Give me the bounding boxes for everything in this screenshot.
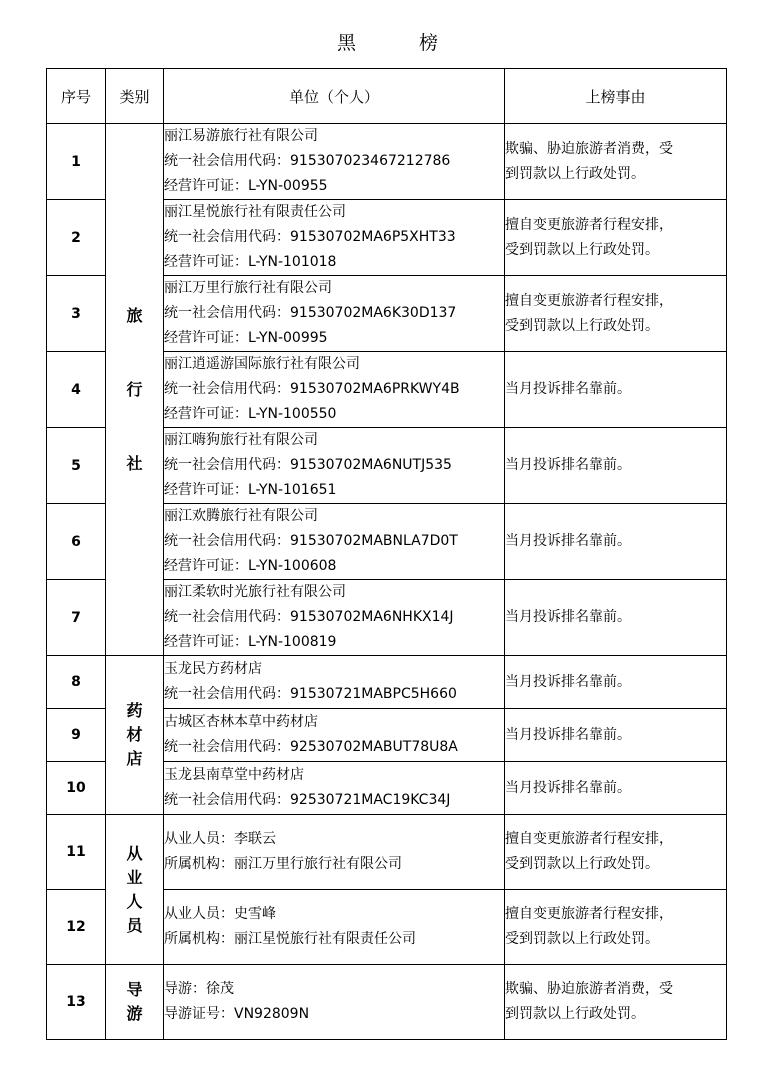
- category-char: 游: [126, 1004, 143, 1023]
- unit-name: 丽江星悦旅行社有限责任公司: [164, 204, 346, 220]
- seq-cell: 8: [47, 656, 106, 709]
- unit-name: 丽江嗨狗旅行社有限公司: [164, 432, 318, 448]
- unit-name: 丽江柔软时光旅行社有限公司: [164, 584, 346, 600]
- category-cell-guide: [106, 965, 164, 1040]
- seq-cell: 4: [47, 352, 106, 428]
- seq-cell: 1: [47, 124, 106, 200]
- practitioner-name: 从业人员：史雪峰: [164, 906, 276, 922]
- header-unit: 单位（个人）: [164, 69, 505, 124]
- seq-cell: 7: [47, 580, 106, 656]
- affiliated-org: 所属机构：丽江星悦旅行社有限责任公司: [164, 931, 416, 947]
- reason-cell: [505, 709, 727, 762]
- credit-code: 统一社会信用代码：91530702MA6K30D137: [164, 305, 457, 321]
- seq-cell: 5: [47, 428, 106, 504]
- unit-cell: [164, 890, 505, 965]
- reason-cell: [505, 352, 727, 428]
- reason-text: 欺骗、胁迫旅游者消费，受: [505, 140, 673, 157]
- blacklist-table: [46, 68, 727, 1040]
- reason-cell: [505, 890, 727, 965]
- category-char: 从: [126, 843, 143, 863]
- credit-code: 统一社会信用代码：91530702MA6NHKX14J: [164, 609, 454, 625]
- unit-cell: [164, 504, 505, 580]
- seq-cell: 11: [47, 815, 106, 890]
- reason-cell: [505, 124, 727, 200]
- guide-license: 导游证号：VN92809N: [164, 1006, 310, 1022]
- reason-cell: [505, 504, 727, 580]
- unit-cell: [164, 124, 505, 200]
- category-char: 行: [126, 379, 143, 399]
- credit-code: 统一社会信用代码：91530721MABPC5H660: [164, 686, 457, 702]
- category-char: 旅: [126, 305, 143, 325]
- reason-cell: [505, 200, 727, 276]
- unit-name: 玉龙民方药材店: [164, 661, 262, 677]
- reason-text: 当月投诉排名靠前。: [505, 726, 631, 743]
- reason-text: 当月投诉排名靠前。: [505, 779, 631, 796]
- reason-text: 受到罚款以上行政处罚。: [505, 856, 659, 872]
- unit-cell: [164, 352, 505, 428]
- unit-name: 玉龙县南草堂中药材店: [164, 767, 304, 783]
- unit-cell: [164, 762, 505, 815]
- reason-text: 当月投诉排名靠前。: [505, 457, 631, 473]
- unit-cell: [164, 815, 505, 890]
- category-char: 导: [126, 980, 143, 999]
- reason-text: 当月投诉排名靠前。: [505, 673, 631, 690]
- unit-name: 古城区杏林本草中药材店: [164, 714, 318, 730]
- category-cell-pharmacy: [106, 656, 164, 815]
- table-row: [47, 124, 727, 200]
- license-number: 经营许可证：L-YN-100608: [164, 558, 337, 574]
- reason-cell: [505, 815, 727, 890]
- seq-cell: 3: [47, 276, 106, 352]
- unit-cell: [164, 428, 505, 504]
- seq-cell: 12: [47, 890, 106, 965]
- affiliated-org: 所属机构：丽江万里行旅行社有限公司: [164, 856, 402, 872]
- seq-cell: 13: [47, 965, 106, 1040]
- credit-code: 统一社会信用代码：92530702MABUT78U8A: [164, 739, 458, 755]
- page-title: 黑 榜: [336, 32, 460, 54]
- reason-text: 擅自变更旅游者行程安排，: [505, 831, 673, 847]
- unit-name: 丽江欢腾旅行社有限公司: [164, 508, 318, 524]
- table-row: [47, 815, 727, 890]
- license-number: 经营许可证：L-YN-100550: [164, 406, 337, 422]
- unit-cell: [164, 276, 505, 352]
- practitioner-name: 从业人员：李联云: [164, 831, 276, 847]
- table-row: [47, 656, 727, 709]
- unit-cell: [164, 965, 505, 1040]
- header-reason: 上榜事由: [505, 69, 727, 124]
- category-char: 员: [126, 915, 143, 935]
- credit-code: 统一社会信用代码：91530702MA6PRKWY4B: [164, 381, 460, 397]
- license-number: 经营许可证：L-YN-100819: [164, 634, 337, 650]
- reason-text: 擅自变更旅游者行程安排，: [505, 292, 673, 309]
- unit-cell: [164, 200, 505, 276]
- license-number: 经营许可证：L-YN-101018: [164, 254, 337, 270]
- reason-cell: [505, 580, 727, 656]
- category-cell-practitioner: [106, 815, 164, 965]
- seq-cell: 9: [47, 709, 106, 762]
- credit-code: 统一社会信用代码：91530702MA6P5XHT33: [164, 229, 456, 245]
- reason-text: 到罚款以上行政处罚。: [505, 165, 645, 182]
- unit-name: 丽江易游旅行社有限公司: [164, 128, 318, 144]
- reason-text: 受到罚款以上行政处罚。: [505, 931, 659, 947]
- table-row: [47, 965, 727, 1040]
- reason-text: 当月投诉排名靠前。: [505, 609, 631, 625]
- unit-cell: [164, 656, 505, 709]
- reason-cell: [505, 965, 727, 1040]
- credit-code: 统一社会信用代码：915307023467212786: [164, 153, 451, 169]
- guide-name: 导游：徐茂: [164, 981, 234, 997]
- header-seq: 序号: [47, 69, 106, 124]
- seq-cell: 2: [47, 200, 106, 276]
- credit-code: 统一社会信用代码：91530702MA6NUTJ535: [164, 457, 452, 473]
- category-char: 社: [126, 453, 143, 473]
- reason-cell: [505, 276, 727, 352]
- header-row: [47, 69, 727, 124]
- seq-cell: 10: [47, 762, 106, 815]
- reason-text: 擅自变更旅游者行程安排，: [505, 216, 673, 233]
- reason-text: 受到罚款以上行政处罚。: [505, 317, 659, 334]
- unit-cell: [164, 580, 505, 656]
- unit-name: 丽江逍遥游国际旅行社有限公司: [164, 356, 360, 372]
- reason-text: 欺骗、胁迫旅游者消费，受: [505, 981, 673, 997]
- header-category: 类别: [106, 69, 164, 124]
- unit-cell: [164, 709, 505, 762]
- category-char: 人: [126, 891, 143, 911]
- reason-cell: [505, 428, 727, 504]
- unit-name: 丽江万里行旅行社有限公司: [164, 280, 332, 296]
- reason-text: 到罚款以上行政处罚。: [505, 1006, 645, 1022]
- category-char: 业: [126, 867, 143, 887]
- credit-code: 统一社会信用代码：92530721MAC19KC34J: [164, 792, 451, 808]
- reason-text: 当月投诉排名靠前。: [505, 381, 631, 397]
- license-number: 经营许可证：L-YN-101651: [164, 482, 337, 498]
- reason-cell: [505, 656, 727, 709]
- reason-text: 擅自变更旅游者行程安排，: [505, 906, 673, 922]
- category-char: 材: [126, 725, 143, 744]
- reason-text: 当月投诉排名靠前。: [505, 533, 631, 549]
- category-char: 药: [126, 701, 143, 720]
- reason-text: 受到罚款以上行政处罚。: [505, 241, 659, 258]
- license-number: 经营许可证：L-YN-00955: [164, 178, 328, 194]
- credit-code: 统一社会信用代码：91530702MABNLA7D0T: [164, 533, 458, 549]
- license-number: 经营许可证：L-YN-00995: [164, 330, 328, 346]
- seq-cell: 6: [47, 504, 106, 580]
- reason-cell: [505, 762, 727, 815]
- category-cell-travel-agency: [106, 124, 164, 656]
- category-char: 店: [126, 749, 143, 768]
